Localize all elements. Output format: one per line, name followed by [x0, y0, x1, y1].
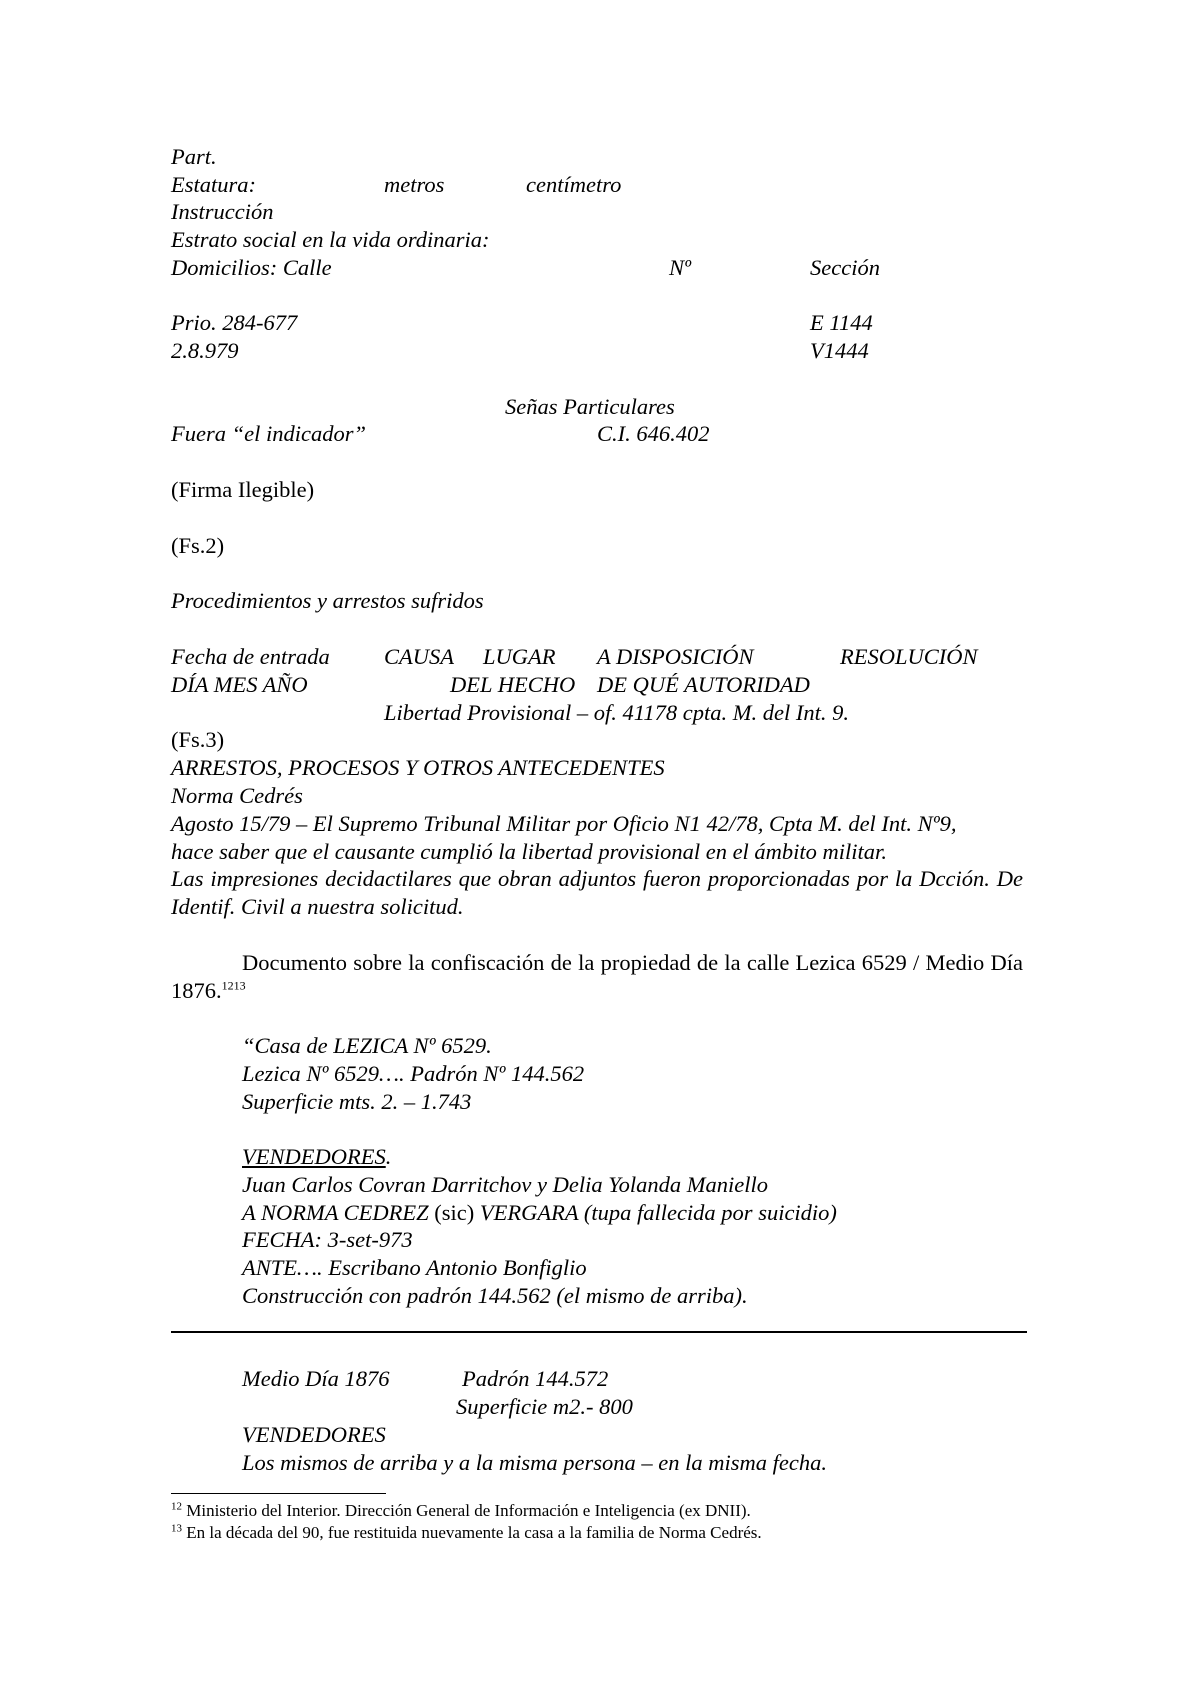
buyer-line: [242, 1199, 837, 1227]
del-hecho-header: DEL HECHO: [450, 672, 576, 697]
norma-cedres-name: Norma Cedrés: [171, 783, 303, 808]
estatura-label: Estatura:: [171, 172, 257, 197]
vendedores-heading: [242, 1143, 391, 1171]
fs3-label: (Fs.3): [171, 727, 225, 752]
lugar-header: LUGAR: [483, 644, 556, 669]
fecha-line: FECHA: 3-set-973: [242, 1227, 413, 1252]
procedimientos-heading: Procedimientos y arrestos sufridos: [171, 588, 484, 613]
arrestos-heading: ARRESTOS, PROCESOS Y OTROS ANTECEDENTES: [171, 755, 665, 780]
resolucion-header: RESOLUCIÓN: [840, 644, 978, 669]
footnote-13-text: En la década del 90, fue restituida nuevamente la casa a la familia de Norma Cedrés.: [186, 1523, 762, 1542]
dia-mes-anio-header: DÍA MES AÑO: [171, 672, 308, 697]
part-label: Part.: [171, 144, 217, 169]
fs2-label: (Fs.2): [171, 533, 225, 558]
e1144-value: E 1144: [810, 310, 873, 335]
prio-value: Prio. 284-677: [171, 310, 298, 335]
centimetro-label: centímetro: [526, 172, 622, 197]
agosto-paragraph-line2: hace saber que el causante cumplió la libertad provisional en el ámbito militar.: [171, 839, 887, 864]
horizontal-rule: [171, 1331, 1027, 1333]
footnote-12-number: 12: [171, 1500, 182, 1513]
date-value: 2.8.979: [171, 338, 239, 363]
buyer-surname: VERGARA (tupa fallecida por suicidio): [479, 1200, 837, 1225]
senas-particulares-heading: Señas Particulares: [505, 394, 675, 419]
ante-line: ANTE…. Escribano Antonio Bonfiglio: [242, 1255, 587, 1280]
footnote-12-text: Ministerio del Interior. Dirección General de Información e Inteligencia (ex DNII).: [186, 1501, 751, 1520]
footnote-12: [171, 1500, 751, 1522]
numero-label: Nº: [669, 255, 691, 280]
metros-label: metros: [384, 172, 445, 197]
impresiones-paragraph: Las impresiones decidactilares que obran adjuntos fueron proporcionadas por la Dcción. De Identif. Civil a nuestra solicitud.: [171, 866, 1023, 919]
footnote-13: [171, 1522, 762, 1544]
medio-dia-vendedores: VENDEDORES: [242, 1422, 386, 1447]
agosto-paragraph-line1: Agosto 15/79 – El Supremo Tribunal Militar por Oficio N1 42/78, Cpta M. del Int. Nº9,: [171, 811, 957, 836]
medio-dia-mismos: Los mismos de arriba y a la misma persona – en la misma fecha.: [242, 1450, 827, 1475]
fuera-indicador: Fuera “el indicador”: [171, 421, 366, 446]
footnote-13-number: 13: [171, 1522, 182, 1535]
medio-dia-calle: Medio Día 1876: [242, 1366, 390, 1391]
medio-dia-padron: Padrón 144.572: [462, 1366, 609, 1391]
a-disposicion-header: A DISPOSICIÓN: [597, 644, 754, 669]
v1444-value: V1444: [810, 338, 869, 363]
sellers-line: Juan Carlos Covran Darritchov y Delia Yolanda Maniello: [242, 1172, 769, 1197]
casa-line1: “Casa de LEZICA Nº 6529.: [242, 1033, 492, 1058]
vendedores-dot: .: [385, 1144, 392, 1169]
vendedores-underlined: VENDEDORES: [242, 1144, 386, 1169]
de-que-autoridad-header: DE QUÉ AUTORIDAD: [597, 672, 810, 697]
documento-paragraph: [171, 949, 1023, 1005]
footnote-separator: [171, 1493, 386, 1494]
casa-line2: Lezica Nº 6529…. Padrón Nº 144.562: [242, 1061, 585, 1086]
seccion-label: Sección: [810, 255, 880, 280]
libertad-provisional-entry: Libertad Provisional – of. 41178 cpta. M. del Int. 9.: [384, 700, 849, 725]
construccion-line: Construcción con padrón 144.562 (el mismo de arriba).: [242, 1283, 748, 1308]
documento-text: Documento sobre la confiscación de la propiedad de la calle Lezica 6529 / Medio Día 1876.: [171, 950, 1023, 1003]
ci-value: C.I. 646.402: [597, 421, 710, 446]
footnote-refs: 1213: [221, 978, 246, 993]
firma-ilegible: (Firma Ilegible): [171, 477, 315, 502]
medio-dia-superficie: Superficie m2.- 800: [456, 1394, 633, 1419]
buyer-name: A NORMA CEDREZ: [242, 1200, 429, 1225]
casa-line3: Superficie mts. 2. – 1.743: [242, 1089, 472, 1114]
fecha-entrada-header: Fecha de entrada: [171, 644, 330, 669]
domicilios-label: Domicilios: Calle: [171, 255, 332, 280]
estrato-label: Estrato social en la vida ordinaria:: [171, 227, 490, 252]
causa-header: CAUSA: [384, 644, 454, 669]
sic-note: (sic): [428, 1200, 480, 1225]
instruccion-label: Instrucción: [171, 199, 274, 224]
